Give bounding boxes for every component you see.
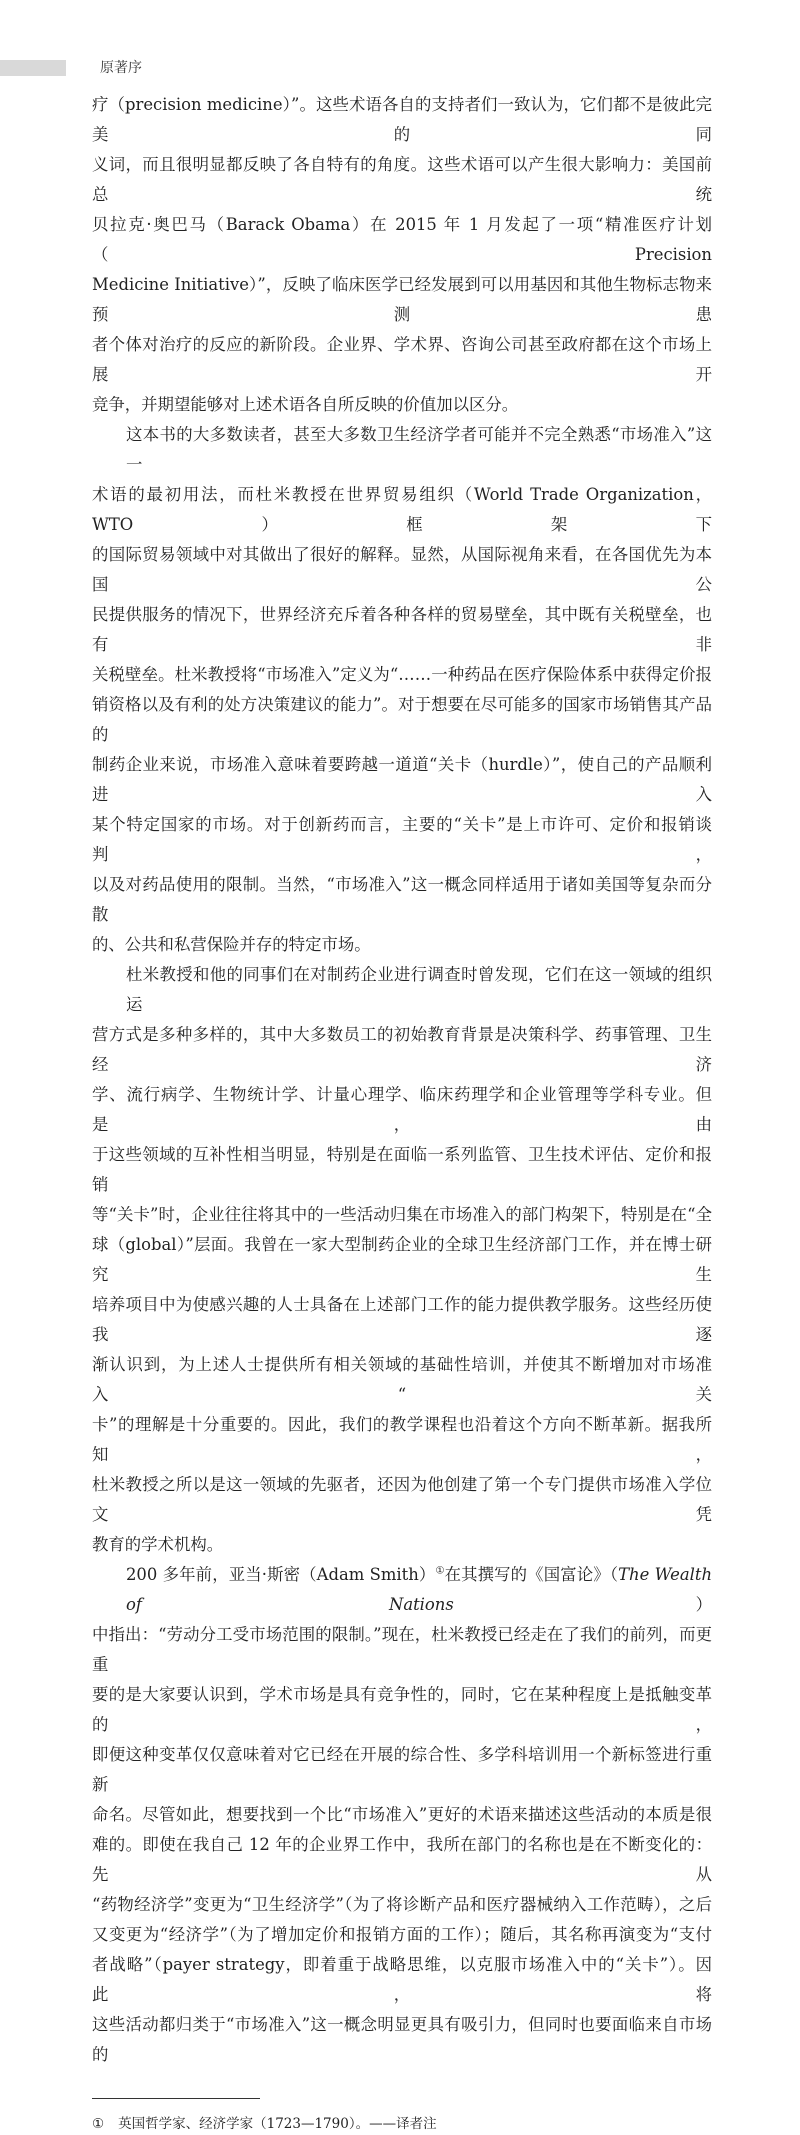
- text-line: 即便这种变革仅仅意味着对它已经在开展的综合性、多学科培训用一个新标签进行重新: [92, 1745, 712, 1794]
- page-content: [92, 90, 712, 2135]
- text-line: 关税壁垒。杜米教授将“市场准入”定义为“……一种药品在医疗保险体系中获得定价报: [92, 665, 712, 684]
- running-header-title: 原著序: [100, 60, 142, 76]
- text-line: 培养项目中为使感兴趣的人士具备在上述部门工作的能力提供教学服务。这些经历使我逐: [92, 1295, 712, 1344]
- text-line: 的、公共和私营保险并存的特定市场。: [92, 935, 371, 954]
- footnote: [92, 2113, 712, 2135]
- text-line: 者个体对治疗的反应的新阶段。企业界、学术界、咨询公司甚至政府都在这个市场上展开: [92, 335, 712, 384]
- book-title-italic: The Wealth of Nations: [126, 1565, 713, 1614]
- text-line: 民提供服务的情况下，世界经济充斥着各种各样的贸易壁垒，其中既有关税壁垒，也有非: [92, 605, 712, 654]
- text-line: 以及对药品使用的限制。当然，“市场准入”这一概念同样适用于诸如美国等复杂而分散: [92, 875, 712, 924]
- text-line: 卡”的理解是十分重要的。因此，我们的教学课程也沿着这个方向不断革新。据我所知，: [92, 1415, 712, 1464]
- text-line: 学、流行病学、生物统计学、计量心理学、临床药理学和企业管理等学科专业。但是，由: [92, 1085, 712, 1134]
- text-segment: 在其撰写的《国富论》（: [444, 1565, 619, 1584]
- footnote-mark: ①: [92, 2116, 105, 2132]
- text-line: 者战略”（payer strategy，即着重于战略思维，以克服市场准入中的“关卡”）。因此，将: [92, 1955, 712, 2004]
- text-line: 这些活动都归类于“市场准入”这一概念明显更具有吸引力，但同时也要面临来自市场的: [92, 2015, 712, 2064]
- text-line: 营方式是多种多样的，其中大多数员工的初始教育背景是决策科学、药事管理、卫生经济: [92, 1025, 712, 1074]
- text-line: 球（global）”层面。我曾在一家大型制药企业的全球卫生经济部门工作，并在博士研究生: [92, 1235, 712, 1284]
- text-line: 中指出：“劳动分工受市场范围的限制。”现在，杜米教授已经走在了我们的前列，而更重: [92, 1625, 712, 1674]
- text-line: 竞争，并期望能够对上述术语各自所反映的价值加以区分。: [92, 395, 519, 414]
- text-line: 渐认识到，为上述人士提供所有相关领域的基础性培训，并使其不断增加对市场准入“关: [92, 1355, 712, 1404]
- text-line: 义词，而且很明显都反映了各自特有的角度。这些术语可以产生很大影响力：美国前总统: [92, 155, 712, 204]
- text-line: 某个特定国家的市场。对于创新药而言，主要的“关卡”是上市许可、定价和报销谈判，: [92, 815, 712, 864]
- text-line: 的国际贸易领域中对其做出了很好的解释。显然，从国际视角来看，在各国优先为本国公: [92, 545, 712, 594]
- body-text: [92, 90, 712, 2070]
- header-bar: [0, 60, 66, 76]
- paragraph: [92, 90, 712, 420]
- text-line: 要的是大家要认识到，学术市场是具有竞争性的，同时，它在某种程度上是抵触变革的，: [92, 1685, 712, 1734]
- text-line: [92, 1560, 712, 1620]
- text-line: 杜米教授和他的同事们在对制药企业进行调查时曾发现，它们在这一领域的组织运: [126, 965, 712, 1014]
- text-line: 贝拉克·奥巴马（Barack Obama）在 2015 年 1 月发起了一项“精准医疗计划（Precision: [92, 215, 712, 264]
- paragraph: [92, 420, 712, 960]
- text-line: “药物经济学”变更为“卫生经济学”（为了将诊断产品和医疗器械纳入工作范畴），之后: [92, 1895, 712, 1914]
- text-line: 这本书的大多数读者，甚至大多数卫生经济学者可能并不完全熟悉“市场准入”这一: [126, 425, 712, 474]
- text-line: 命名。尽管如此，想要找到一个比“市场准入”更好的术语来描述这些活动的本质是很: [92, 1805, 712, 1824]
- paragraph: [92, 1560, 712, 2070]
- footnote-text: 英国哲学家、经济学家（1723—1790）。——译者注: [118, 2116, 437, 2132]
- footnote-divider: [92, 2098, 260, 2099]
- footnote-reference: ①: [435, 1565, 445, 1577]
- text-line: 疗（precision medicine）”。这些术语各自的支持者们一致认为，它们都不是彼此完美的同: [92, 95, 712, 144]
- text-line: 制药企业来说，市场准入意味着要跨越一道道“关卡（hurdle）”，使自己的产品顺利进入: [92, 755, 712, 804]
- text-line: 又变更为“经济学”（为了增加定价和报销方面的工作）；随后，其名称再演变为“支付: [92, 1925, 712, 1944]
- text-line: 教育的学术机构。: [92, 1535, 224, 1554]
- text-line: 于这些领域的互补性相当明显，特别是在面临一系列监管、卫生技术评估、定价和报销: [92, 1145, 712, 1194]
- text-line: Medicine Initiative）”，反映了临床医学已经发展到可以用基因和其他生物标志物来预测患: [92, 275, 712, 324]
- text-segment: ）: [453, 1595, 712, 1614]
- text-line: 难的。即使在我自己 12 年的企业界工作中，我所在部门的名称也是在不断变化的：先从: [92, 1835, 712, 1884]
- text-line: 销资格以及有利的处方决策建议的能力”。对于想要在尽可能多的国家市场销售其产品的: [92, 695, 712, 744]
- text-line: 等“关卡”时，企业往往将其中的一些活动归集在市场准入的部门构架下，特别是在“全: [92, 1205, 712, 1224]
- text-segment: 200 多年前，亚当·斯密（Adam Smith）: [126, 1565, 436, 1584]
- text-line: 术语的最初用法，而杜米教授在世界贸易组织（World Trade Organization，WTO）框架下: [92, 485, 712, 534]
- paragraph: [92, 960, 712, 1560]
- text-line: 杜米教授之所以是这一领域的先驱者，还因为他创建了第一个专门提供市场准入学位文凭: [92, 1475, 712, 1524]
